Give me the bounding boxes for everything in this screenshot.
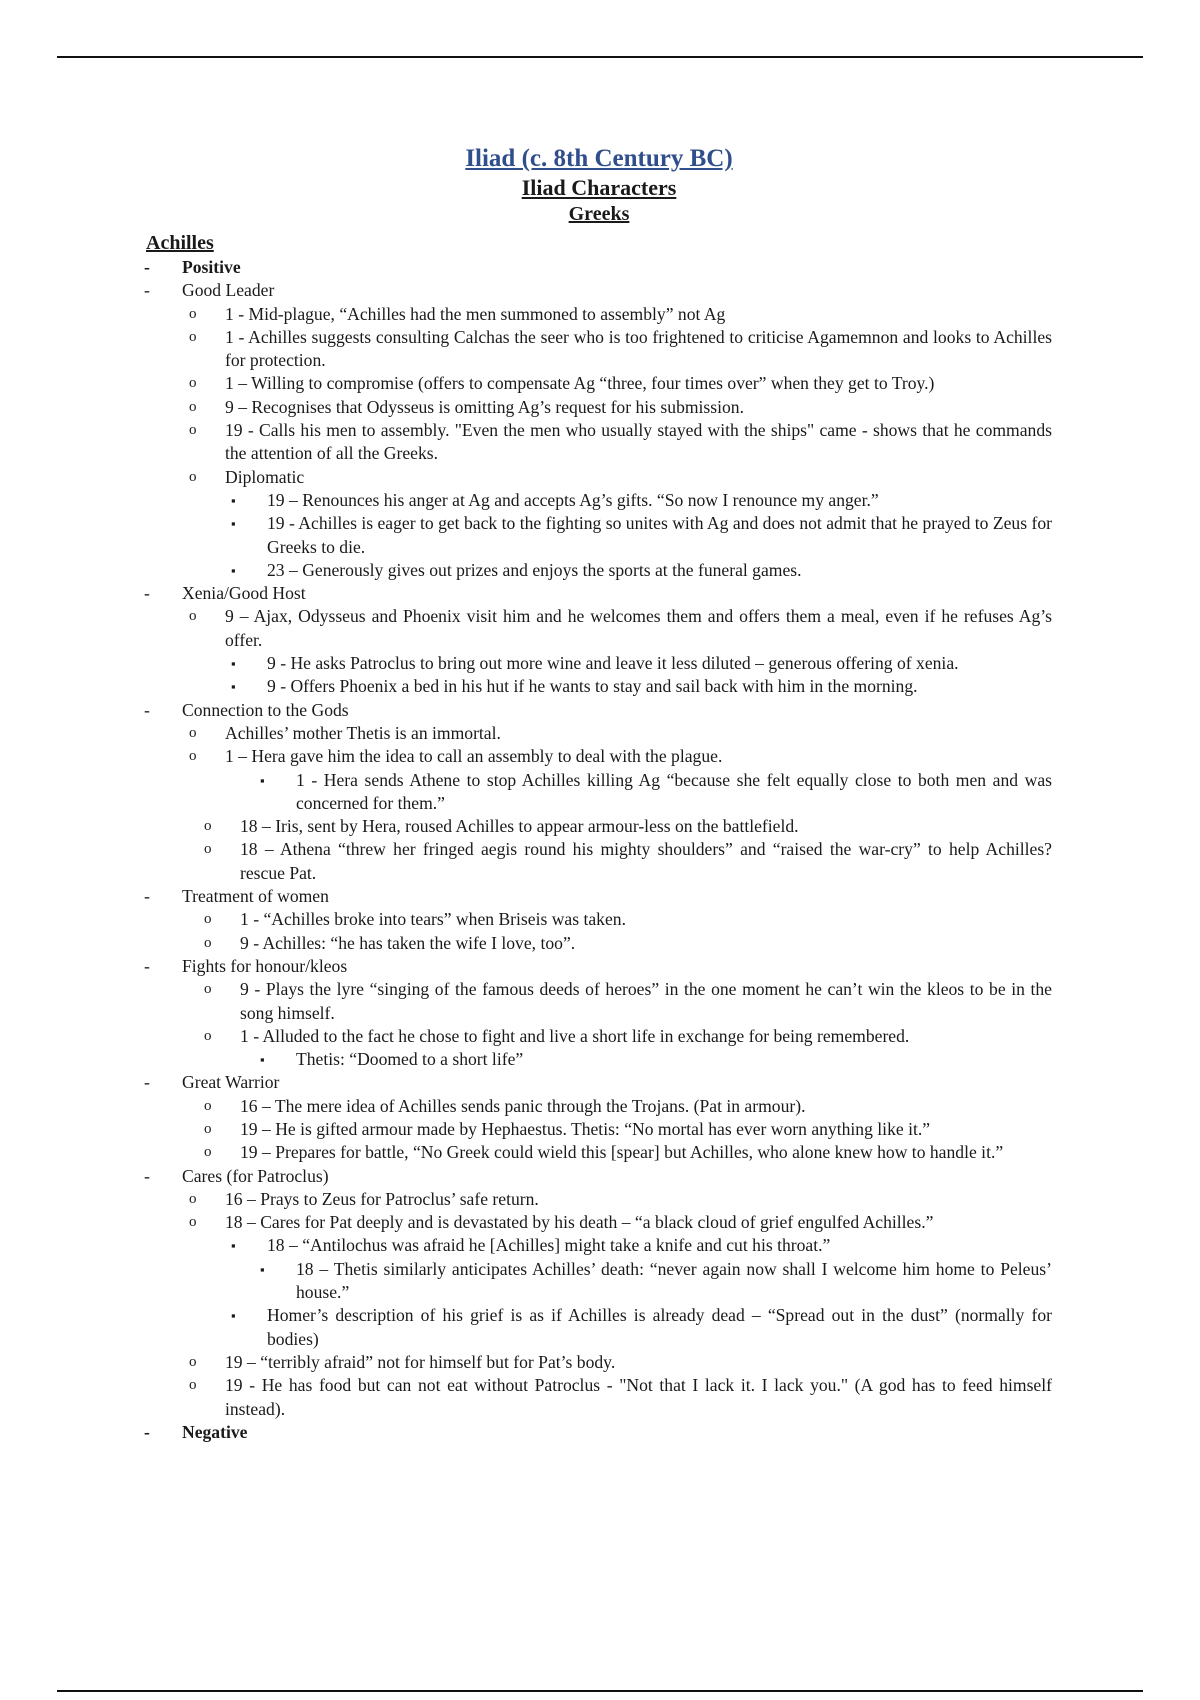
note-line	[146, 303, 1052, 326]
top-rule	[57, 56, 1143, 58]
note-text: Diplomatic	[225, 466, 305, 487]
square-bullet-icon: ▪	[260, 772, 265, 788]
circle-bullet-icon: o	[204, 818, 212, 835]
note-line	[146, 1351, 1052, 1374]
note-text: Treatment of women	[182, 886, 329, 907]
note-text: 9 – Ajax, Odysseus and Phoenix visit him and he welcomes them and offers them a meal, even if he refuses Ag’s offer.	[225, 606, 1052, 650]
note-line	[146, 838, 1052, 885]
note-text: 1 - Achilles suggests consulting Calchas the seer who is too frightened to criticise Agamemnon and looks to Achilles for protection.	[225, 326, 1052, 371]
square-bullet-icon: ▪	[231, 1238, 236, 1254]
dash-bullet: -	[144, 280, 150, 301]
note-text: Thetis: “Doomed to a short life”	[296, 1049, 524, 1070]
note-line	[146, 279, 1052, 302]
note-line	[146, 559, 1052, 582]
note-text: 9 - Offers Phoenix a bed in his hut if he wants to stay and sail back with him in the morning.	[267, 676, 918, 697]
square-bullet-icon: ▪	[231, 656, 236, 672]
note-line	[146, 815, 1052, 838]
note-text: 18 – Athena “threw her fringed aegis round his mighty shoulders” and “raised the war-cry” to help Achilles? rescue Pat.	[240, 839, 1052, 883]
dash-bullet: -	[144, 257, 150, 277]
note-text: 19 - He has food but can not eat without Patroclus - "Not that I lack it. I lack you." (A god has to feed himself instead).	[225, 1375, 1052, 1419]
note-line	[146, 512, 1052, 559]
note-line	[146, 372, 1052, 395]
circle-bullet-icon: o	[204, 934, 212, 951]
circle-bullet-icon: o	[204, 911, 212, 928]
note-text: Positive	[182, 257, 241, 277]
note-line	[146, 652, 1052, 675]
character-heading: Achilles	[146, 232, 214, 254]
circle-bullet-icon: o	[204, 1120, 212, 1137]
dash-bullet: -	[144, 583, 150, 604]
circle-bullet-icon: o	[189, 724, 197, 741]
note-line	[146, 1374, 1052, 1421]
circle-bullet-icon: o	[189, 468, 197, 485]
note-text: 19 – He is gifted armour made by Hephaestus. Thetis: “No mortal has ever worn anything like it.”	[240, 1118, 931, 1139]
circle-bullet-icon: o	[204, 1144, 212, 1161]
note-text: Connection to the Gods	[182, 699, 349, 720]
circle-bullet-icon: o	[189, 1353, 197, 1370]
note-text: Negative	[182, 1421, 248, 1442]
note-text: 1 – Willing to compromise (offers to compensate Ag “three, four times over” when they get to Troy.)	[225, 373, 935, 394]
circle-bullet-icon: o	[189, 422, 197, 439]
circle-bullet-icon: o	[204, 981, 212, 998]
note-text: 1 - Mid-plague, “Achilles had the men summoned to assembly” not Ag	[225, 303, 726, 324]
note-line	[146, 1118, 1052, 1141]
circle-bullet-icon: o	[189, 1377, 197, 1394]
note-line	[146, 722, 1052, 745]
note-line	[146, 1071, 1052, 1094]
document-page	[146, 144, 1052, 1444]
note-line	[146, 256, 1052, 279]
note-line	[146, 466, 1052, 489]
note-line	[146, 1304, 1052, 1351]
note-line	[146, 582, 1052, 605]
bottom-rule	[57, 1690, 1143, 1692]
note-text: 18 – Thetis similarly anticipates Achilles’ death: “never again now shall I welcome him home to Peleus’ house.”	[296, 1258, 1052, 1303]
note-text: Good Leader	[182, 280, 275, 301]
square-bullet-icon: ▪	[260, 1052, 265, 1068]
note-line	[146, 1165, 1052, 1188]
note-line	[146, 1048, 1052, 1071]
note-text: 1 – Hera gave him the idea to call an assembly to deal with the plague.	[225, 746, 723, 767]
note-line	[146, 932, 1052, 955]
square-bullet-icon: ▪	[260, 1261, 265, 1277]
note-text: 18 – Iris, sent by Hera, roused Achilles to appear armour-less on the battlefield.	[240, 816, 799, 837]
note-line	[146, 699, 1052, 722]
dash-bullet: -	[144, 1421, 150, 1442]
circle-bullet-icon: o	[189, 328, 197, 345]
note-text: Achilles’ mother Thetis is an immortal.	[225, 722, 501, 743]
note-text: Homer’s description of his grief is as if Achilles is already dead – “Spread out in the dust” (normally for bodies)	[267, 1305, 1052, 1349]
square-bullet-icon: ▪	[231, 492, 236, 508]
note-line	[146, 326, 1052, 373]
circle-bullet-icon: o	[189, 748, 197, 765]
notes-list	[146, 256, 1052, 1444]
group-heading: Greeks	[568, 203, 630, 225]
note-line	[146, 396, 1052, 419]
dash-bullet: -	[144, 1165, 150, 1186]
dash-bullet: -	[144, 1072, 150, 1093]
note-line	[146, 675, 1052, 698]
note-text: 16 – The mere idea of Achilles sends panic through the Trojans. (Pat in armour).	[240, 1095, 806, 1116]
note-text: Fights for honour/kleos	[182, 955, 348, 976]
note-text: 18 – Cares for Pat deeply and is devastated by his death – “a black cloud of grief engulfed Achilles.”	[225, 1212, 934, 1233]
circle-bullet-icon: o	[189, 375, 197, 392]
square-bullet-icon: ▪	[231, 1308, 236, 1324]
note-line	[146, 978, 1052, 1025]
note-line	[146, 769, 1052, 816]
note-line	[146, 1025, 1052, 1048]
note-text: Xenia/Good Host	[182, 583, 306, 604]
circle-bullet-icon: o	[189, 1214, 197, 1231]
note-line	[146, 955, 1052, 978]
note-text: 19 - Calls his men to assembly. "Even the men who usually stayed with the ships" came - shows that he commands the attention of all the Greeks.	[225, 420, 1052, 464]
note-text: 1 - Alluded to the fact he chose to fight and live a short life in exchange for being remembered.	[240, 1025, 910, 1046]
note-text: 16 – Prays to Zeus for Patroclus’ safe return.	[225, 1188, 539, 1209]
circle-bullet-icon: o	[204, 841, 212, 858]
dash-bullet: -	[144, 886, 150, 907]
note-line	[146, 885, 1052, 908]
circle-bullet-icon: o	[204, 1097, 212, 1114]
note-line	[146, 1211, 1052, 1234]
note-text: 18 – “Antilochus was afraid he [Achilles] might take a knife and cut his throat.”	[267, 1235, 831, 1256]
note-text: 23 – Generously gives out prizes and enjoys the sports at the funeral games.	[267, 559, 802, 580]
note-text: 1 - “Achilles broke into tears” when Briseis was taken.	[240, 909, 626, 930]
note-line	[146, 1234, 1052, 1257]
document-subtitle: Iliad Characters	[521, 175, 677, 200]
square-bullet-icon: ▪	[231, 516, 236, 532]
note-line	[146, 1258, 1052, 1305]
circle-bullet-icon: o	[204, 1027, 212, 1044]
dash-bullet: -	[144, 699, 150, 720]
note-text: 19 – Prepares for battle, “No Greek could wield this [spear] but Achilles, who alone knew how to handle it.”	[240, 1142, 1004, 1163]
dash-bullet: -	[144, 955, 150, 976]
note-text: 9 - He asks Patroclus to bring out more wine and leave it less diluted – generous offering of xenia.	[267, 653, 959, 674]
note-line	[146, 419, 1052, 466]
note-line	[146, 745, 1052, 768]
square-bullet-icon: ▪	[231, 562, 236, 578]
note-text: 1 - Hera sends Athene to stop Achilles killing Ag “because she felt equally close to both men and was concerned for them.”	[296, 769, 1052, 813]
circle-bullet-icon: o	[189, 608, 197, 625]
note-text: 19 - Achilles is eager to get back to the fighting so unites with Ag and does not admit that he prayed to Zeus for Greeks to die.	[267, 513, 1052, 557]
note-text: 9 - Plays the lyre “singing of the famous deeds of heroes” in the one moment he can’t win the kleos to be in the song himself.	[240, 979, 1052, 1023]
note-text: Great Warrior	[182, 1072, 280, 1093]
circle-bullet-icon: o	[189, 398, 197, 415]
note-line	[146, 1141, 1052, 1164]
note-line	[146, 1188, 1052, 1211]
note-line	[146, 489, 1052, 512]
square-bullet-icon: ▪	[231, 679, 236, 695]
note-text: 9 – Recognises that Odysseus is omitting Ag’s request for his submission.	[225, 396, 745, 417]
note-line	[146, 908, 1052, 931]
note-line	[146, 605, 1052, 652]
circle-bullet-icon: o	[189, 1190, 197, 1207]
document-title: Iliad (c. 8th Century BC)	[465, 145, 733, 172]
note-text: 19 – Renounces his anger at Ag and accepts Ag’s gifts. “So now I renounce my anger.”	[267, 489, 879, 510]
note-line	[146, 1421, 1052, 1444]
note-text: Cares (for Patroclus)	[182, 1165, 329, 1186]
note-line	[146, 1095, 1052, 1118]
note-text: 9 - Achilles: “he has taken the wife I love, too”.	[240, 932, 576, 953]
note-text: 19 – “terribly afraid” not for himself but for Pat’s body.	[225, 1351, 616, 1372]
circle-bullet-icon: o	[189, 305, 197, 322]
